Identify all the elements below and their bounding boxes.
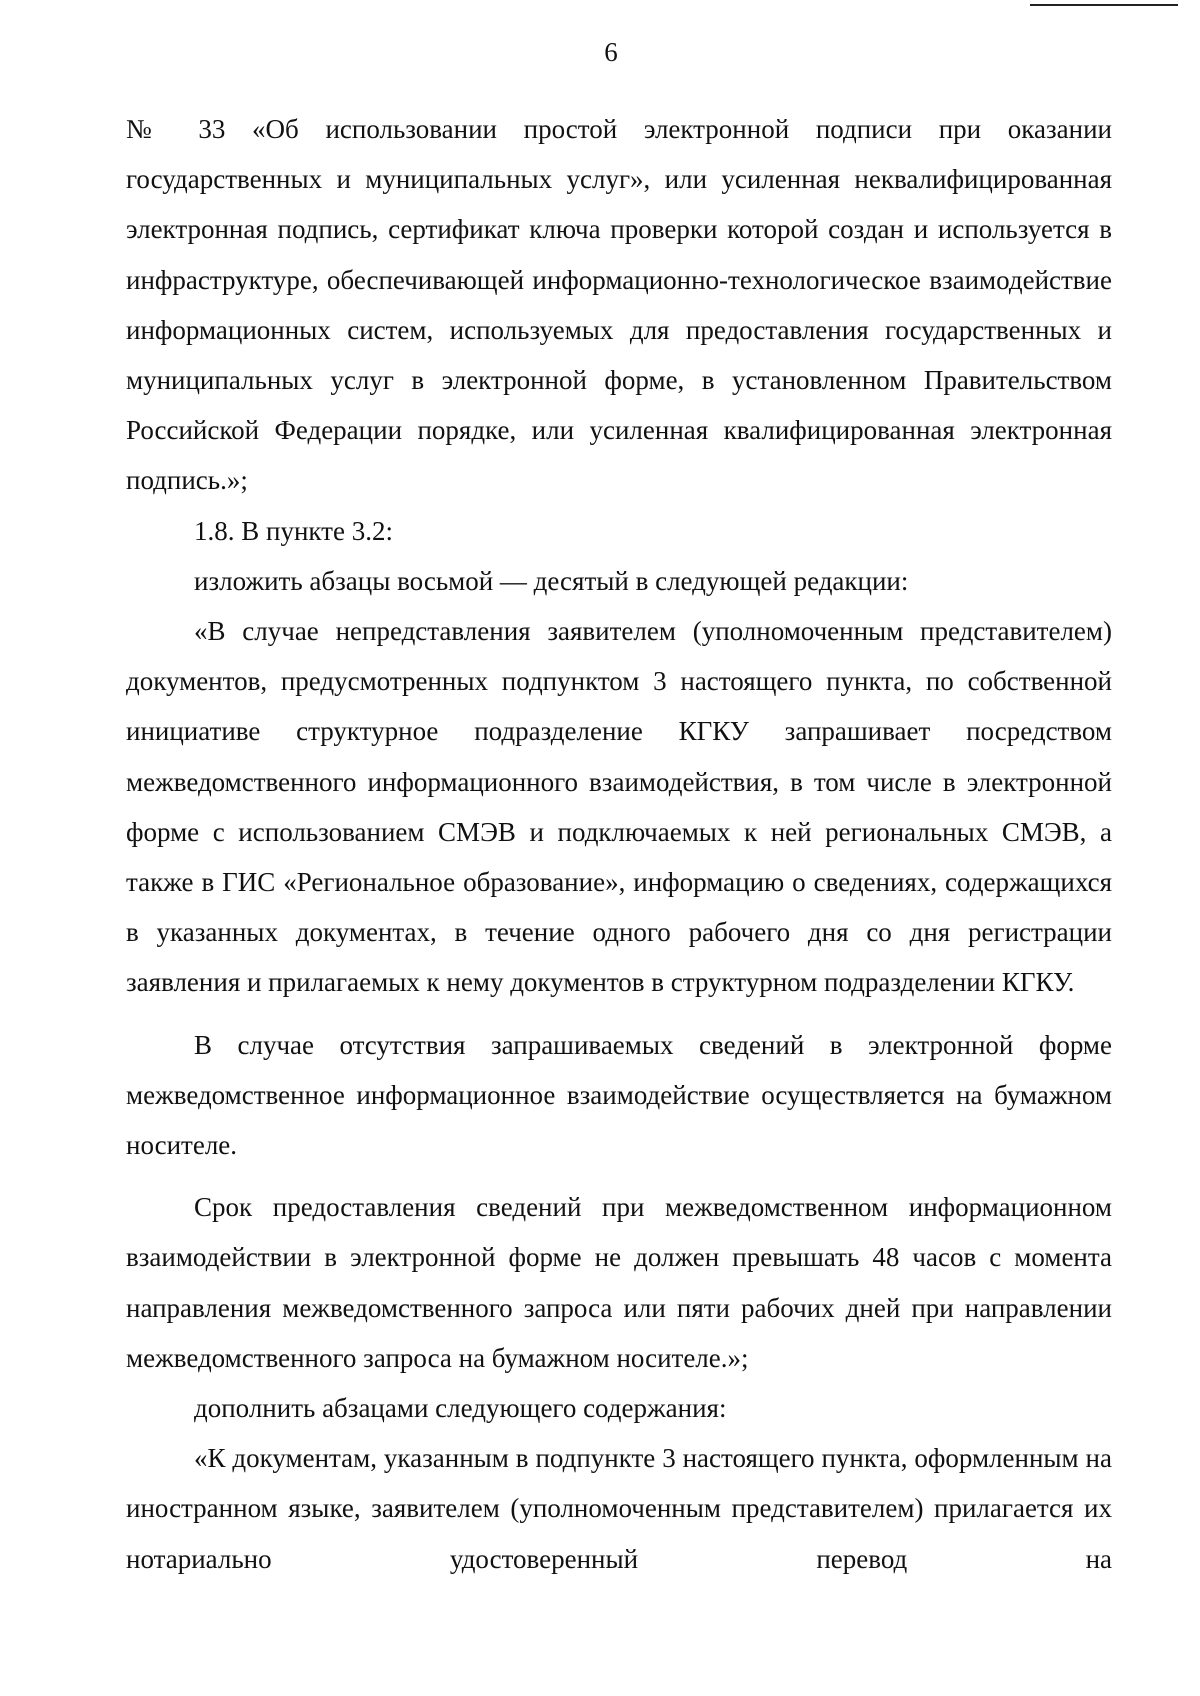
paragraph-quoted-9: В случае отсутствия запрашиваемых сведений в электронной форме межведомственное информационное взаимодействие осуществляется на бумажном носителе. bbox=[126, 1029, 1112, 1161]
paragraph-quoted-new: «К документам, указанным в подпункте 3 настоящего пункта, оформленным на иностранном языке, заявителем (уполномоченным представителем) прилагается их нотариально удостоверенный перевод на bbox=[126, 1443, 1112, 1574]
page-number: 6 bbox=[604, 37, 618, 67]
paragraph-amend-instruction: изложить абзацы восьмой — десятый в следующей редакции: bbox=[194, 565, 909, 596]
top-rule bbox=[1030, 4, 1178, 6]
paragraph-continuation: № 33 «Об использовании простой электронной подписи при оказании государственных и муниципальных услуг», или усиленная неквалифицированная электронная подпись, сертификат ключа проверки которой создан и используется в инфраструктуре, обеспечивающей информационно-технологическое взаимодействие информационных систем, используемых для предоставления государственных и муниципальных услуг в электронной форме, в установленном Правительством Российской Федерации порядке, или усиленная квалифицированная электронная подпись.»; bbox=[126, 114, 1112, 496]
document-body bbox=[126, 104, 1112, 1584]
paragraph-item-1-8: 1.8. В пункте 3.2: bbox=[194, 515, 393, 546]
paragraph-supplement-instruction: дополнить абзацами следующего содержания: bbox=[194, 1393, 727, 1424]
paragraph-quoted-8: «В случае непредставления заявителем (уполномоченным представителем) документов, предусмотренных подпунктом 3 настоящего пункта, по собственной инициативе структурное подразделение КГКУ запрашивает посредством межведомственного информационного взаимодействия, в том числе в электронной форме с использованием СМЭВ и подключаемых к ней региональных СМЭВ, а также в ГИС «Региональное образование», информацию о сведениях, содержащихся в указанных документах, в течение одного рабочего дня со дня регистрации заявления и прилагаемых к нему документов в структурном подразделении КГКУ. bbox=[126, 616, 1112, 998]
paragraph-quoted-10: Срок предоставления сведений при межведомственном информационном взаимодействии в электронной форме не должен превышать 48 часов с момента направления межведомственного запроса или пяти рабочих дней при направлении межведомственного запроса на бумажном носителе.»; bbox=[126, 1192, 1112, 1373]
